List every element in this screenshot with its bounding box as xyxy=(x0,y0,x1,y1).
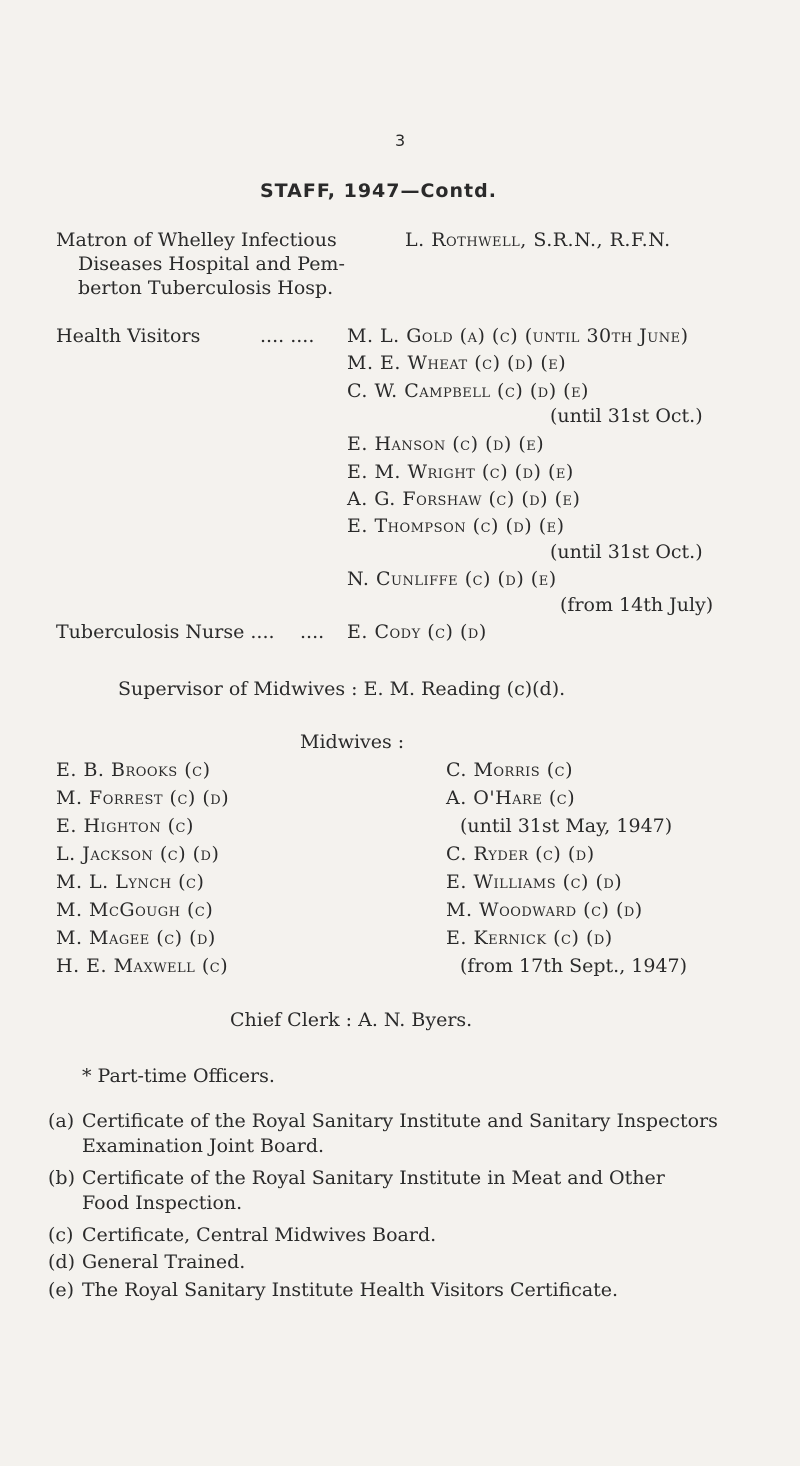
midwife-left: H. E. Maxwell (c) xyxy=(56,955,229,977)
footnote-text: Certificate, Central Midwives Board. xyxy=(82,1224,437,1246)
midwife-right-note: (from 17th Sept., 1947) xyxy=(460,955,688,977)
matron-role-line-2: Diseases Hospital and Pem- xyxy=(78,253,345,275)
health-visitor-entry: M. L. Gold (a) (c) (until 30th June) xyxy=(347,325,689,347)
health-visitor-note: (until 31st Oct.) xyxy=(550,541,703,563)
footnote-text: Certificate of the Royal Sanitary Institute in Meat and Other xyxy=(82,1167,665,1189)
midwife-right: E. Williams (c) (d) xyxy=(446,871,623,893)
supervisor-of-midwives: Supervisor of Midwives : E. M. Reading (c)(d). xyxy=(118,678,566,700)
matron-role-line-3: berton Tuberculosis Hosp. xyxy=(78,277,334,299)
footnote-text: General Trained. xyxy=(82,1251,246,1273)
page-number: 3 xyxy=(395,131,406,150)
footnote-text: Food Inspection. xyxy=(82,1192,243,1214)
health-visitors-dots: .... .... xyxy=(260,325,315,347)
health-visitor-note: (from 14th July) xyxy=(560,594,714,616)
midwife-left: L. Jackson (c) (d) xyxy=(56,843,220,865)
tb-nurse-dots: .... xyxy=(300,621,325,643)
tb-nurse-label: Tuberculosis Nurse .... xyxy=(56,621,275,643)
footnote-text: Examination Joint Board. xyxy=(82,1135,325,1157)
health-visitor-entry: E. M. Wright (c) (d) (e) xyxy=(347,461,574,483)
midwife-left: E. Highton (c) xyxy=(56,815,194,837)
footnote-text: Certificate of the Royal Sanitary Institute and Sanitary Inspectors xyxy=(82,1110,718,1132)
midwives-heading: Midwives : xyxy=(300,731,405,753)
midwife-right: C. Ryder (c) (d) xyxy=(446,843,595,865)
health-visitor-entry: N. Cunliffe (c) (d) (e) xyxy=(347,568,557,590)
part-time-note: * Part-time Officers. xyxy=(82,1065,275,1087)
health-visitor-entry: M. E. Wheat (c) (d) (e) xyxy=(347,352,567,374)
footnote-text: The Royal Sanitary Institute Health Visitors Certificate. xyxy=(82,1279,619,1301)
health-visitor-entry: A. G. Forshaw (c) (d) (e) xyxy=(347,488,581,510)
footnote-mark: (a) xyxy=(48,1110,75,1132)
page-title: STAFF, 1947—Contd. xyxy=(260,180,497,202)
health-visitor-note: (until 31st Oct.) xyxy=(550,405,703,427)
health-visitor-entry: E. Thompson (c) (d) (e) xyxy=(347,515,565,537)
chief-clerk: Chief Clerk : A. N. Byers. xyxy=(230,1009,473,1031)
health-visitors-label: Health Visitors xyxy=(56,325,201,347)
footnote-mark: (b) xyxy=(48,1167,75,1189)
tb-nurse-name: E. Cody (c) (d) xyxy=(347,621,487,643)
midwife-left: M. McGough (c) xyxy=(56,899,214,921)
footnote-mark: (c) xyxy=(48,1224,74,1246)
midwife-right: M. Woodward (c) (d) xyxy=(446,899,643,921)
midwife-right-note: (until 31st May, 1947) xyxy=(460,815,673,837)
midwife-left: M. Magee (c) (d) xyxy=(56,927,216,949)
midwife-right: E. Kernick (c) (d) xyxy=(446,927,613,949)
midwife-left: M. L. Lynch (c) xyxy=(56,871,205,893)
midwife-right: A. O'Hare (c) xyxy=(446,787,576,809)
health-visitor-entry: E. Hanson (c) (d) (e) xyxy=(347,433,545,455)
footnote-mark: (e) xyxy=(48,1279,75,1301)
matron-role-line-1: Matron of Whelley Infectious xyxy=(56,229,337,251)
health-visitor-entry: C. W. Campbell (c) (d) (e) xyxy=(347,380,589,402)
midwife-left: M. Forrest (c) (d) xyxy=(56,787,230,809)
midwife-right: C. Morris (c) xyxy=(446,759,573,781)
matron-name: L. Rothwell, S.R.N., R.F.N. xyxy=(405,229,671,251)
midwife-left: E. B. Brooks (c) xyxy=(56,759,211,781)
footnote-mark: (d) xyxy=(48,1251,75,1273)
